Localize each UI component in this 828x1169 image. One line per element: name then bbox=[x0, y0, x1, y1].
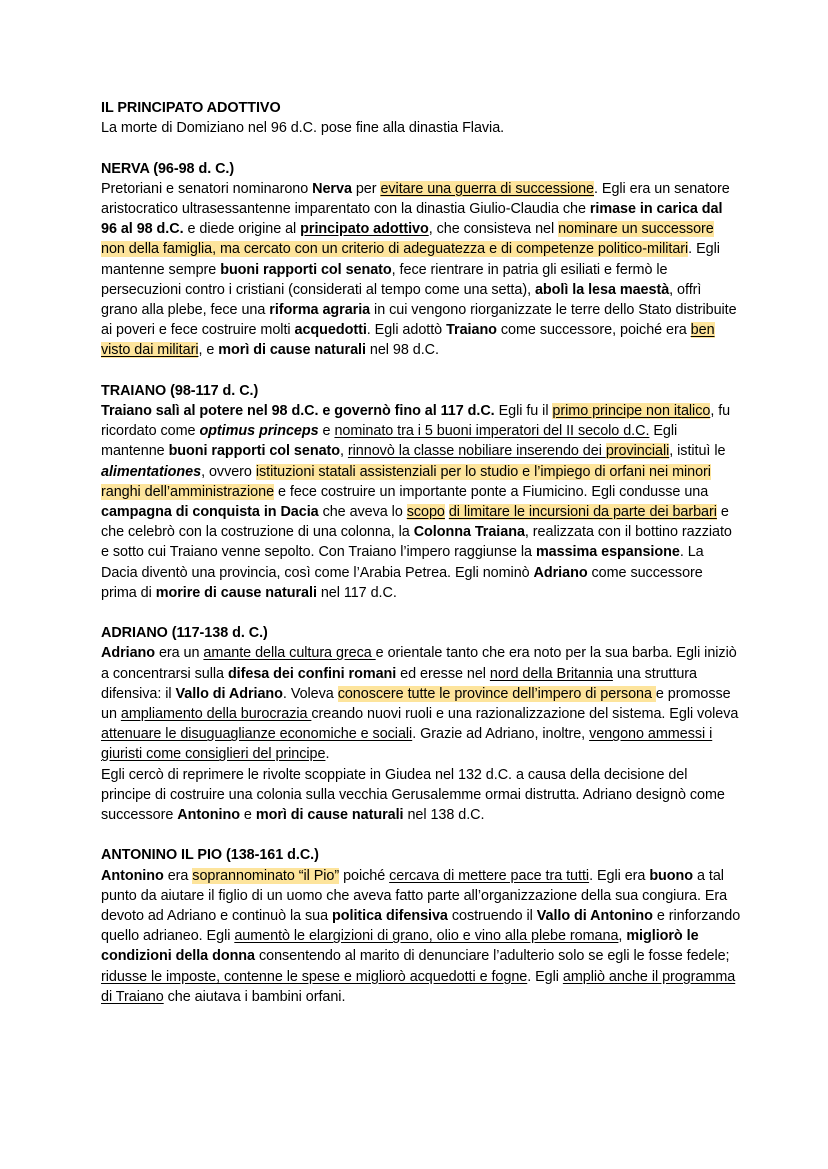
text-run: , ovvero bbox=[201, 463, 256, 480]
bold-text: massima espansione bbox=[535, 544, 680, 561]
section-2 bbox=[101, 159, 741, 361]
bold-text: acquedotti bbox=[294, 322, 367, 339]
text-run: creando nuovi ruoli e una razionalizzazione del sistema. Egli voleva bbox=[311, 706, 739, 723]
text-run: , bbox=[340, 443, 348, 460]
text-run: , che consisteva nel bbox=[428, 221, 559, 238]
text-run: in cui vengono riorganizzate le terre dello Stato distribuite ai poveri e fece costruire molti bbox=[101, 302, 737, 339]
bold-text: campagna di conquista in Dacia bbox=[101, 504, 319, 521]
text-run: Pretoriani e senatori nominarono bbox=[101, 180, 313, 197]
text-run: per bbox=[351, 180, 381, 197]
bold-text: Nerva bbox=[312, 180, 352, 197]
text-run: poiché bbox=[339, 867, 390, 884]
section-paragraph bbox=[101, 866, 741, 1007]
bold-text: buoni rapporti col senato bbox=[168, 443, 341, 460]
text-run: , e bbox=[198, 342, 219, 359]
section-paragraph bbox=[101, 401, 741, 603]
text-run: , istituì le bbox=[669, 443, 726, 460]
bold-text: Vallo di Adriano bbox=[175, 685, 283, 702]
text-run: , bbox=[618, 928, 627, 945]
underlined-text: nord della Britannia bbox=[489, 665, 613, 682]
highlighted-text: nominare un successore non della famiglia, ma cercato con un criterio di adeguatezza e di competenze politico-militari bbox=[101, 221, 714, 258]
section-4 bbox=[101, 623, 741, 825]
text-run: . Voleva bbox=[282, 685, 338, 702]
bold-text: principato adottivo bbox=[300, 221, 429, 238]
text-run: e diede origine al bbox=[183, 221, 301, 238]
section-title: IL PRINCIPATO ADOTTIVO bbox=[101, 100, 281, 116]
bold-text: Antonino bbox=[101, 867, 164, 884]
highlighted-text: conoscere tutte le province dell’impero di persona bbox=[337, 685, 656, 702]
text-run: che aiutava i bambini orfani. bbox=[163, 988, 346, 1005]
bold-text: Colonna Traiana bbox=[413, 524, 525, 541]
section-3 bbox=[101, 381, 741, 603]
text-run: e orientale tanto che era noto per la sua barba. Egli iniziò a concentrarsi sulla bbox=[101, 645, 737, 682]
bold-text: Vallo di Antonino bbox=[536, 908, 653, 925]
underlined-text: ampliamento della burocrazia bbox=[120, 706, 312, 723]
bold-text: Adriano bbox=[533, 564, 588, 581]
highlighted-text: istituzioni statali assistenziali per lo studio e l’impiego di orfani nei minori ranghi dell’amministrazione bbox=[101, 463, 711, 500]
bold-text: Traiano salì al potere nel 98 d.C. e governò fino al 117 d.C. bbox=[101, 403, 495, 420]
text-run: Egli mantenne bbox=[101, 423, 678, 460]
section-title: NERVA (96-98 d. C.) bbox=[101, 160, 235, 177]
bold-text: rimase in carica dal 96 al 98 d.C. bbox=[101, 201, 723, 238]
text-run: era un bbox=[155, 645, 204, 662]
text-run: e rinforzando quello adrianeo. Egli bbox=[101, 908, 741, 945]
text-run: . Grazie ad Adriano, inoltre, bbox=[412, 726, 590, 743]
document-page bbox=[101, 98, 741, 1027]
text-run: , offrì grano alla plebe, fece una bbox=[101, 281, 702, 319]
text-run: come successore prima di bbox=[101, 564, 703, 601]
text-run: Egli cercò di reprimere le rivolte scoppiate in Giudea nel 132 d.C. a causa della decisione del principe di costruire una colonia sulla vecchia Gerusalemme ormai distrutta. Adriano designò come successore bbox=[101, 766, 725, 824]
text-run: . Egli bbox=[527, 968, 563, 985]
highlighted-text: ben visto dai militari bbox=[101, 322, 715, 359]
text-run: e promosse un bbox=[101, 685, 731, 723]
text-run: e bbox=[239, 807, 256, 824]
section-title: ANTONINO IL PIO (138-161 d.C.) bbox=[101, 847, 319, 864]
underlined-text: aumentò le elargizioni di grano, olio e vino alla plebe romana bbox=[234, 928, 619, 945]
bold-text: morire di cause naturali bbox=[155, 584, 317, 601]
underlined-text: amante della cultura greca bbox=[203, 645, 376, 662]
highlighted-text: scopo bbox=[406, 504, 445, 521]
highlighted-text: evitare una guerra di successione bbox=[380, 180, 594, 197]
section-5 bbox=[101, 845, 741, 1007]
text-run: Egli fu il bbox=[494, 403, 553, 420]
text-run: , fece rientrare in patria gli esiliati e fermò le persecuzioni contro i cristiani (considerati al tempo come una setta), bbox=[101, 261, 668, 298]
section-paragraph bbox=[101, 179, 741, 361]
text-run: ed eresse nel bbox=[396, 665, 490, 682]
bold-text: buoni rapporti col senato bbox=[220, 261, 392, 278]
bold-text: optimus princeps bbox=[199, 423, 319, 440]
text-run: a tal punto da aiutare il figlio di un uomo che aveva fatto parte all’organizzazione della sua congiura. Era devoto ad Adriano e continuò la sua bbox=[101, 867, 728, 925]
text-run: e che celebrò con la costruzione di una colonna, la bbox=[101, 504, 729, 541]
text-run: come successore, poiché era bbox=[496, 322, 691, 339]
underlined-text: vengono ammessi i giuristi come consiglieri del principe bbox=[101, 726, 713, 763]
underlined-text: attenuare le disuguaglianze economiche e sociali bbox=[101, 726, 413, 743]
bold-text: alimentationes bbox=[101, 463, 202, 480]
underlined-text: ridusse le imposte, contenne le spese e migliorò acquedotti e fogne bbox=[101, 968, 528, 985]
bold-text: buono bbox=[649, 867, 694, 884]
section-paragraph bbox=[101, 643, 741, 825]
text-run: , fu ricordato come bbox=[101, 403, 731, 440]
bold-text: Adriano bbox=[101, 645, 156, 662]
text-run: . La Dacia diventò una provincia, così come l’Arabia Petrea. Egli nominò bbox=[101, 544, 704, 581]
bold-text: morì di cause naturali bbox=[218, 342, 366, 359]
text-run: una struttura difensiva: il bbox=[101, 665, 697, 702]
text-run: . Egli era un senatore aristocratico ultrasessantenne imparentato con la dinastia Giulio-Claudia che bbox=[101, 180, 730, 217]
text-run: e fece costruire un importante ponte a Fiumicino. Egli condusse una bbox=[274, 483, 709, 500]
text-run: nel 98 d.C. bbox=[365, 342, 439, 359]
highlighted-text: di limitare le incursioni da parte dei barbari bbox=[448, 504, 717, 521]
underlined-text: rinnovò la classe nobiliare inserendo dei bbox=[347, 443, 606, 460]
section-title: TRAIANO (98-117 d. C.) bbox=[101, 382, 259, 399]
bold-text: abolì la lesa maestà bbox=[534, 281, 670, 298]
bold-text: Antonino bbox=[177, 807, 240, 824]
text-run: nel 138 d.C. bbox=[403, 807, 485, 824]
bold-text: morì di cause naturali bbox=[255, 807, 404, 824]
highlighted-text: provinciali bbox=[605, 443, 670, 460]
section-title: ADRIANO (117-138 d. C.) bbox=[101, 625, 268, 642]
text-run: La morte di Domiziano nel 96 d.C. pose fine alla dinastia Flavia. bbox=[101, 120, 505, 137]
text-run: e bbox=[318, 423, 335, 440]
text-run: consentendo al marito di denunciare l’adulterio solo se egli le fosse fedele; bbox=[255, 948, 730, 965]
text-run: . Egli mantenne sempre bbox=[101, 241, 720, 278]
section-paragraph bbox=[101, 118, 741, 138]
text-run: . Egli adottò bbox=[366, 322, 447, 339]
bold-text: Traiano bbox=[446, 322, 497, 339]
section-1 bbox=[101, 98, 741, 138]
text-run: . Egli era bbox=[589, 867, 650, 884]
highlighted-text: primo principe non italico bbox=[552, 403, 711, 420]
highlighted-text: soprannominato “il Pio” bbox=[192, 867, 340, 884]
text-run: era bbox=[163, 867, 193, 884]
text-run: costruendo il bbox=[447, 908, 537, 925]
text-run: . bbox=[325, 746, 330, 763]
underlined-text: nominato tra i 5 buoni imperatori del II secolo d.C. bbox=[334, 423, 650, 440]
bold-text: migliorò le condizioni della donna bbox=[101, 928, 699, 965]
bold-text: politica difensiva bbox=[332, 908, 448, 925]
bold-text: difesa dei confini romani bbox=[227, 665, 397, 682]
underlined-text: ampliò anche il programma di Traiano bbox=[101, 968, 736, 1005]
text-run: , realizzata con il bottino razziato e sotto cui Traiano venne sepolto. Con Traiano l’impero raggiunse la bbox=[101, 524, 732, 561]
underlined-text: cercava di mettere pace tra tutti bbox=[389, 867, 590, 884]
bold-text: riforma agraria bbox=[269, 302, 371, 319]
text-run: nel 117 d.C. bbox=[316, 584, 397, 601]
text-run: che aveva lo bbox=[318, 504, 407, 521]
